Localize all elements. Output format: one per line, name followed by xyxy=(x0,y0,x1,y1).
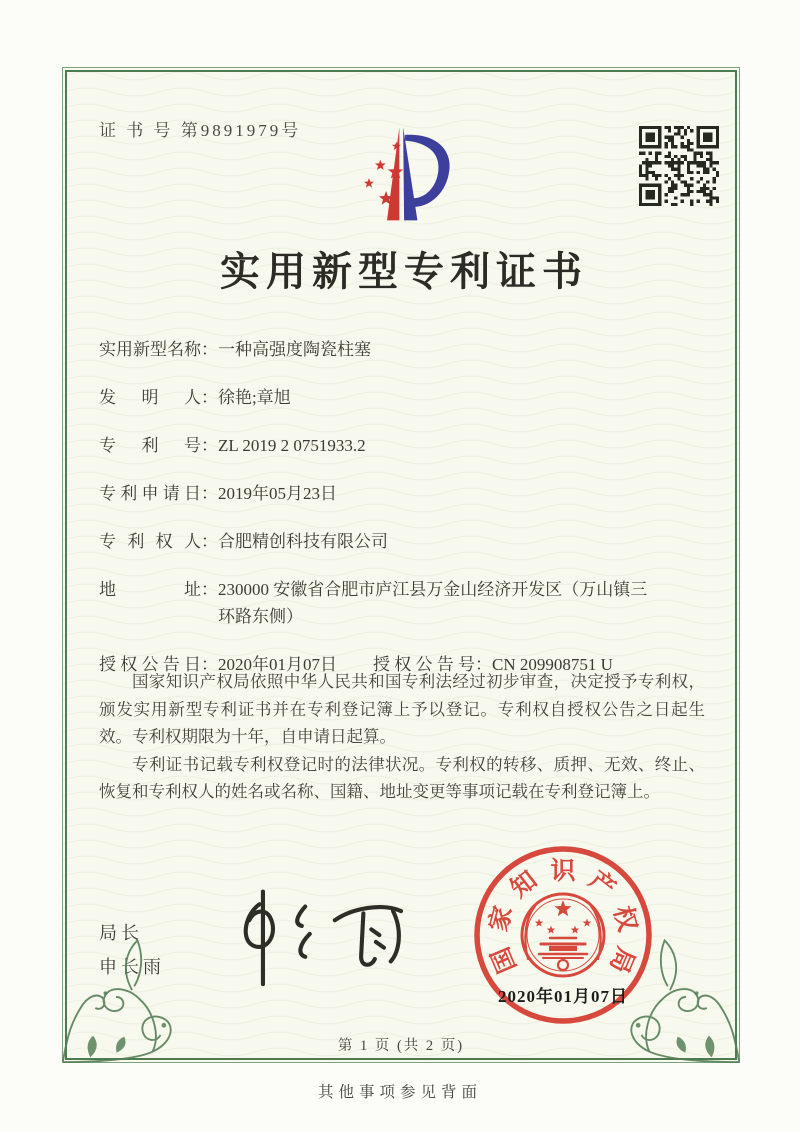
field-row-name: 实用新型名称 ： 一种高强度陶瓷柱塞 xyxy=(99,336,707,363)
legal-paragraph: 专利证书记载专利权登记时的法律状况。专利权的转移、质押、无效、终止、恢复和专利权人的姓名或名称、国籍、地址变更等事项记载在专利登记簿上。 xyxy=(99,754,705,801)
commissioner-name: 申长雨 xyxy=(99,957,165,977)
field-label: 实用新型名称 xyxy=(99,340,201,359)
field-label: 专利号 xyxy=(99,436,201,455)
field-row-patent-number: 专利号 ： ZL 2019 2 0751933.2 xyxy=(99,432,707,459)
field-label: 发明人 xyxy=(99,388,201,407)
svg-text:家: 家 xyxy=(485,903,518,935)
legal-paragraph: 国家知识产权局依照中华人民共和国专利法经过初步审查，决定授予专利权，颁发实用新型专利证书并在专利登记簿上予以登记。专利权自授权公告之日起生效。专利权期限为十年，自申请日起算。 xyxy=(99,672,705,746)
field-label: 授权公告日 xyxy=(99,655,201,674)
svg-text:识: 识 xyxy=(550,858,576,885)
field-label: 专利申请日 xyxy=(99,484,201,503)
corner-flourish-icon xyxy=(608,931,740,1063)
legal-text xyxy=(99,668,705,806)
qr-code xyxy=(639,126,719,206)
field-value: ZL 2019 2 0751933.2 xyxy=(218,436,366,455)
certificate-number: 证 书 号 第9891979号 xyxy=(99,121,302,140)
commissioner-signature xyxy=(223,886,433,991)
back-note: 其他事项参见背面 xyxy=(317,1084,482,1101)
field-value: 一种高强度陶瓷柱塞 xyxy=(218,340,371,359)
svg-text:知: 知 xyxy=(506,866,543,904)
field-label: 授权公告号 xyxy=(373,655,475,674)
field-row-patentee: 专利权人 ： 合肥精创科技有限公司 xyxy=(99,528,707,555)
field-label: 地址 xyxy=(99,580,201,599)
field-row-address: 地址 ： 230000 安徽省合肥市庐江县万金山经济开发区（万山镇三环路东侧） xyxy=(99,576,707,630)
svg-text:产: 产 xyxy=(583,866,620,904)
field-value: 230000 安徽省合肥市庐江县万金山经济开发区（万山镇三环路东侧） xyxy=(218,580,648,626)
grant-number-pair: 授权公告号 ： CN 209908751 U xyxy=(373,651,613,678)
field-value: 徐艳;章旭 xyxy=(218,388,291,407)
field-value: 合肥精创科技有限公司 xyxy=(218,532,388,551)
field-list xyxy=(99,336,707,678)
grant-date-value: 2020年01月07日 xyxy=(218,655,337,674)
field-label: 专利权人 xyxy=(99,532,201,551)
field-row-filing-date: 专利申请日 ： 2019年05月23日 xyxy=(99,480,707,507)
certificate-border xyxy=(62,67,740,1063)
certificate-title: 实用新型专利证书 xyxy=(220,249,588,294)
svg-text:局: 局 xyxy=(604,943,639,977)
field-row-inventor: 发明人 ： 徐艳;章旭 xyxy=(99,384,707,411)
grant-date-pair: 授权公告日 ： 2020年01月07日 xyxy=(99,651,337,678)
grant-number-value: CN 209908751 U xyxy=(492,655,613,674)
field-value: 2019年05月23日 xyxy=(218,484,337,503)
page-number: 第 1 页 (共 2 页) xyxy=(337,1038,465,1054)
svg-text:权: 权 xyxy=(608,903,641,935)
seal-date: 2020年01月07日 xyxy=(498,987,628,1006)
commissioner-title: 局长 xyxy=(99,923,143,943)
corner-flourish-icon xyxy=(62,931,194,1063)
svg-text:国: 国 xyxy=(487,943,522,977)
cnipa-logo-icon xyxy=(349,112,463,230)
